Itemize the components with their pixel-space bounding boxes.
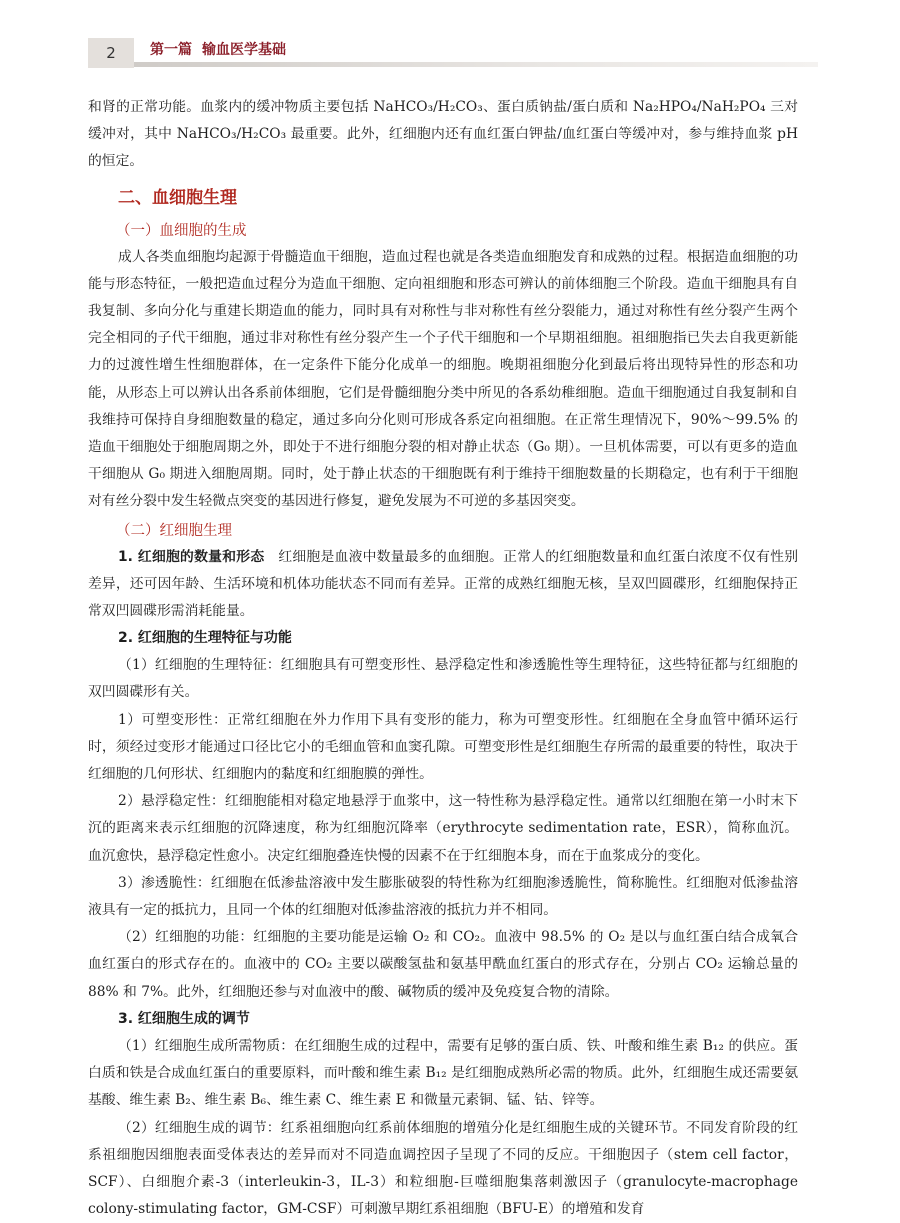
paragraph-deformability: 1）可塑变形性：正常红细胞在外力作用下具有变形的能力，称为可塑变形性。红细胞在全身血管中循环运行时，须经过变形才能通过口径比它小的毛细血管和血窦孔隙。可塑变形性是红细胞生存所需的最重要的特性，取决于红细胞的几何形状、红细胞内的黏度和红细胞膜的弹性。 xyxy=(88,707,798,789)
page-header xyxy=(0,0,900,70)
part-label: 第一篇 xyxy=(150,42,192,58)
running-head xyxy=(150,39,296,59)
paragraph-required-materials: （1）红细胞生成所需物质：在红细胞生成的过程中，需要有足够的蛋白质、铁、叶酸和维生素 B₁₂ 的供应。蛋白质和铁是合成血红蛋白的重要原料，而叶酸和维生素 B₁₂ 是红细胞成熟所必需的物质。此外，红细胞生成还需要氨基酸、维生素 B₂、维生素 B₆、维生素 C、维生素 E 和微量元素铜、锰、钴、锌等。 xyxy=(88,1033,798,1115)
paragraph-regulation: （2）红细胞生成的调节：红系祖细胞向红系前体细胞的增殖分化是红细胞生成的关键环节。不同发育阶段的红系祖细胞因细胞表面受体表达的差异而对不同造血调控因子呈现了不同的反应。干细胞因子（stem cell factor，SCF）、白细胞介素-3（interleukin-3，IL-3）和粒细胞-巨噬细胞集落刺激因子（granulocyte-macrophage colony-stimulating factor，GM-CSF）可刺激早期红系祖细胞（BFU-E）的增殖和发育 xyxy=(88,1115,798,1223)
paragraph-rbc-function: （2）红细胞的功能：红细胞的主要功能是运输 O₂ 和 CO₂。血液中 98.5% 的 O₂ 是以与血红蛋白结合成氧合血红蛋白的形式存在的。血液中的 CO₂ 主要以碳酸氢盐和氨基甲酰血红蛋白的形式存在，分别占 CO₂ 运输总量的 88% 和 7%。此外，红细胞还参与对血液中的酸、碱物质的缓冲及免疫复合物的清除。 xyxy=(88,924,798,1006)
page-number: 2 xyxy=(88,38,134,68)
item-text-1: 红细胞是血液中数量最多的血细胞。正常人的红细胞数量和血红蛋白浓度不仅有性别差异，还可因年龄、生活环境和机体功能状态不同而有差异。正常的成熟红细胞无核，呈双凹圆碟形，红细胞保持正常双凹圆碟形需消耗能量。 xyxy=(88,549,798,619)
paragraph-physiological-traits: （1）红细胞的生理特征：红细胞具有可塑变形性、悬浮稳定性和渗透脆性等生理特征，这些特征都与红细胞的双凹圆碟形有关。 xyxy=(88,652,798,706)
part-title: 输血医学基础 xyxy=(202,42,286,58)
item-heading-2: 2. 红细胞的生理特征与功能 xyxy=(88,625,798,652)
paragraph-blood-cell-generation: 成人各类血细胞均起源于骨髓造血干细胞，造血过程也就是各类造血细胞发育和成熟的过程。根据造血细胞的功能与形态特征，一般把造血过程分为造血干细胞、定向祖细胞和形态可辨认的前体细胞三个阶段。造血干细胞具有自我复制、多向分化与重建长期造血的能力，同时具有对称性与非对称性有丝分裂能力，通过对称性有丝分裂产生两个完全相同的子代干细胞，通过非对称性有丝分裂产生一个子代干细胞和一个早期祖细胞。祖细胞指已失去自我更新能力的过渡性增生性细胞群体，在一定条件下能分化成单一的细胞。晚期祖细胞分化到最后将出现特异性的形态和功能，从形态上可以辨认出各系前体细胞，它们是骨髓细胞分类中所见的各系幼稚细胞。造血干细胞通过自我复制和自我维持可保持自身细胞数量的稳定，通过多向分化则可形成各系定向祖细胞。在正常生理情况下，90%～99.5% 的造血干细胞处于细胞周期之外，即处于不进行细胞分裂的相对静止状态（G₀ 期）。一旦机体需要，可以有更多的造血干细胞从 G₀ 期进入细胞周期。同时，处于静止状态的干细胞既有利于维持干细胞数量的长期稳定，也有利于干细胞对有丝分裂中发生轻微点突变的基因进行修复，避免发展为不可逆的多基因突变。 xyxy=(88,244,798,516)
page-body xyxy=(88,94,798,1223)
intro-paragraph: 和肾的正常功能。血浆内的缓冲物质主要包括 NaHCO₃/H₂CO₃、蛋白质钠盐/蛋白质和 Na₂HPO₄/NaH₂PO₄ 三对缓冲对，其中 NaHCO₃/H₂CO₃ 最重要。此外，红细胞内还有血红蛋白钾盐/血红蛋白等缓冲对，参与维持血浆 pH 的恒定。 xyxy=(88,94,798,176)
section-heading: 二、血细胞生理 xyxy=(118,184,798,212)
paragraph-rbc-number-shape xyxy=(88,544,798,626)
header-rule xyxy=(134,62,818,67)
paragraph-suspension-stability: 2）悬浮稳定性：红细胞能相对稳定地悬浮于血浆中，这一特性称为悬浮稳定性。通常以红细胞在第一小时末下沉的距离来表示红细胞的沉降速度，称为红细胞沉降率（erythrocyte sedimentation rate，ESR），简称血沉。血沉愈快，悬浮稳定性愈小。决定红细胞叠连快慢的因素不在于红细胞本身，而在于血浆成分的变化。 xyxy=(88,788,798,870)
subsection-heading-1: （一）血细胞的生成 xyxy=(116,218,798,244)
paragraph-osmotic-fragility: 3）渗透脆性：红细胞在低渗盐溶液中发生膨胀破裂的特性称为红细胞渗透脆性，简称脆性。红细胞对低渗盐溶液具有一定的抵抗力，且同一个体的红细胞对低渗盐溶液的抵抗力并不相同。 xyxy=(88,870,798,924)
item-heading-3: 3. 红细胞生成的调节 xyxy=(88,1006,798,1033)
subsection-heading-2: （二）红细胞生理 xyxy=(116,518,798,544)
item-heading-1: 1. 红细胞的数量和形态 xyxy=(118,549,264,565)
